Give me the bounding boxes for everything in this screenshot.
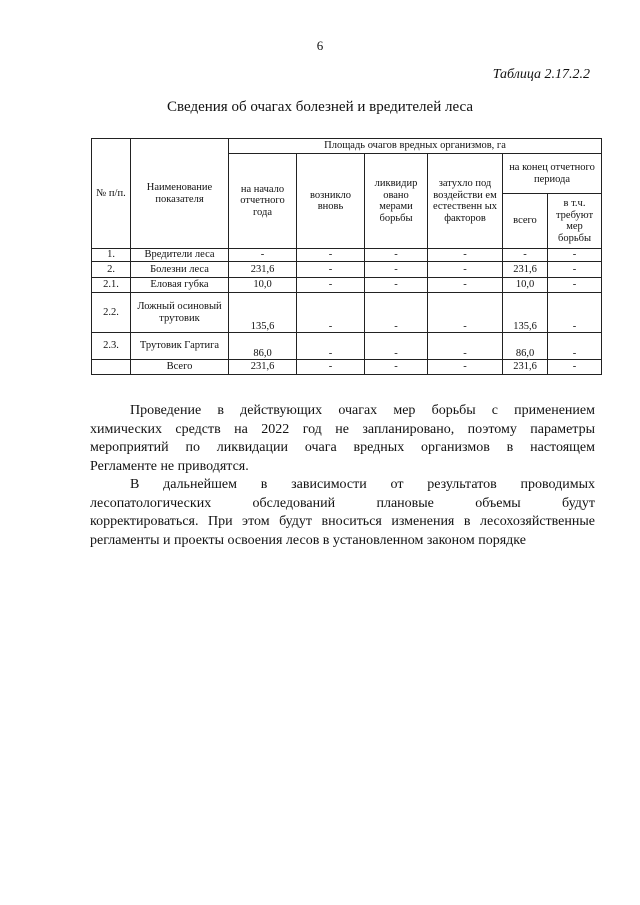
cell-new: -: [297, 293, 365, 333]
cell-new: -: [297, 278, 365, 293]
cell-total: 135,6: [503, 293, 548, 333]
cell-name: Ложный осиновый трутовик: [131, 293, 229, 333]
paragraph-measures: [90, 402, 595, 476]
table-row: [92, 333, 602, 360]
header-decayed: затухло под воздействи ем естественн ых факторов: [428, 154, 503, 249]
cell-new: -: [297, 249, 365, 262]
cell-name: Болезни леса: [131, 262, 229, 278]
cell-total: 231,6: [503, 262, 548, 278]
cell-name: Еловая губка: [131, 278, 229, 293]
text-line: корректироваться. При этом будут вноситься изменения в лесохозяйственные: [90, 514, 595, 529]
cell-decayed: -: [428, 262, 503, 278]
table-id: Таблица 2.17.2.2: [492, 67, 590, 82]
text-line: Проведение в действующих очагах мер борьбы с применением: [130, 403, 595, 418]
page-number: 6: [316, 38, 324, 53]
text-line: мероприятий по ликвидации очага вредных организмов в настоящем: [90, 440, 595, 455]
header-total: всего: [503, 194, 548, 249]
pests-diseases-table: [91, 138, 602, 375]
table-row-total: [92, 360, 602, 375]
cell-name: Трутовик Гартига: [131, 333, 229, 360]
paragraph-corrections: [90, 476, 595, 550]
table-row: [92, 293, 602, 333]
cell-decayed: -: [428, 293, 503, 333]
cell-decayed: -: [428, 278, 503, 293]
cell-liquidated: -: [365, 278, 428, 293]
table-row: [92, 262, 602, 278]
text-line: Регламенте не приводятся.: [90, 458, 249, 474]
cell-start: 86,0: [229, 333, 297, 360]
header-area: Площадь очагов вредных организмов, га: [229, 139, 602, 154]
cell-decayed: -: [428, 333, 503, 360]
text-line: В дальнейшем в зависимости от результатов проводимых: [130, 477, 595, 492]
header-start: на начало отчетного года: [229, 154, 297, 249]
cell-total: 10,0: [503, 278, 548, 293]
cell-decayed: -: [428, 360, 503, 375]
cell-required: -: [548, 249, 602, 262]
cell-num: 2.2.: [92, 293, 131, 333]
cell-start: 10,0: [229, 278, 297, 293]
cell-required: -: [548, 278, 602, 293]
cell-liquidated: -: [365, 249, 428, 262]
cell-liquidated: -: [365, 360, 428, 375]
cell-name: Всего: [131, 360, 229, 375]
table-row: [92, 249, 602, 262]
header-end: на конец отчетного периода: [503, 154, 602, 194]
header-liquidated: ликвидир овано мерами борьбы: [365, 154, 428, 249]
cell-name: Вредители леса: [131, 249, 229, 262]
cell-num: [92, 360, 131, 375]
cell-num: 1.: [92, 249, 131, 262]
cell-liquidated: -: [365, 262, 428, 278]
cell-new: -: [297, 360, 365, 375]
header-name: Наименование показателя: [131, 139, 229, 249]
cell-new: -: [297, 262, 365, 278]
cell-num: 2.3.: [92, 333, 131, 360]
cell-start: 135,6: [229, 293, 297, 333]
cell-total: -: [503, 249, 548, 262]
cell-start: -: [229, 249, 297, 262]
cell-required: -: [548, 333, 602, 360]
cell-liquidated: -: [365, 293, 428, 333]
table-title: Сведения об очагах болезней и вредителей леса: [167, 99, 473, 115]
cell-total: 231,6: [503, 360, 548, 375]
cell-new: -: [297, 333, 365, 360]
text-line: регламенты и проекты освоения лесов в установленном законом порядке: [90, 532, 526, 548]
header-required: в т.ч. требуют мер борьбы: [548, 194, 602, 249]
cell-num: 2.: [92, 262, 131, 278]
cell-liquidated: -: [365, 333, 428, 360]
cell-start: 231,6: [229, 360, 297, 375]
text-line: лесопатологических обследований плановые объемы будут: [90, 495, 595, 511]
cell-required: -: [548, 293, 602, 333]
cell-total: 86,0: [503, 333, 548, 360]
table-row: [92, 278, 602, 293]
cell-required: -: [548, 262, 602, 278]
text-line: химических средств на 2022 год не запланировано, поэтому параметры: [90, 421, 595, 437]
header-new: возникло вновь: [297, 154, 365, 249]
header-num: № п/п.: [92, 139, 131, 249]
cell-start: 231,6: [229, 262, 297, 278]
cell-num: 2.1.: [92, 278, 131, 293]
cell-required: -: [548, 360, 602, 375]
cell-decayed: -: [428, 249, 503, 262]
